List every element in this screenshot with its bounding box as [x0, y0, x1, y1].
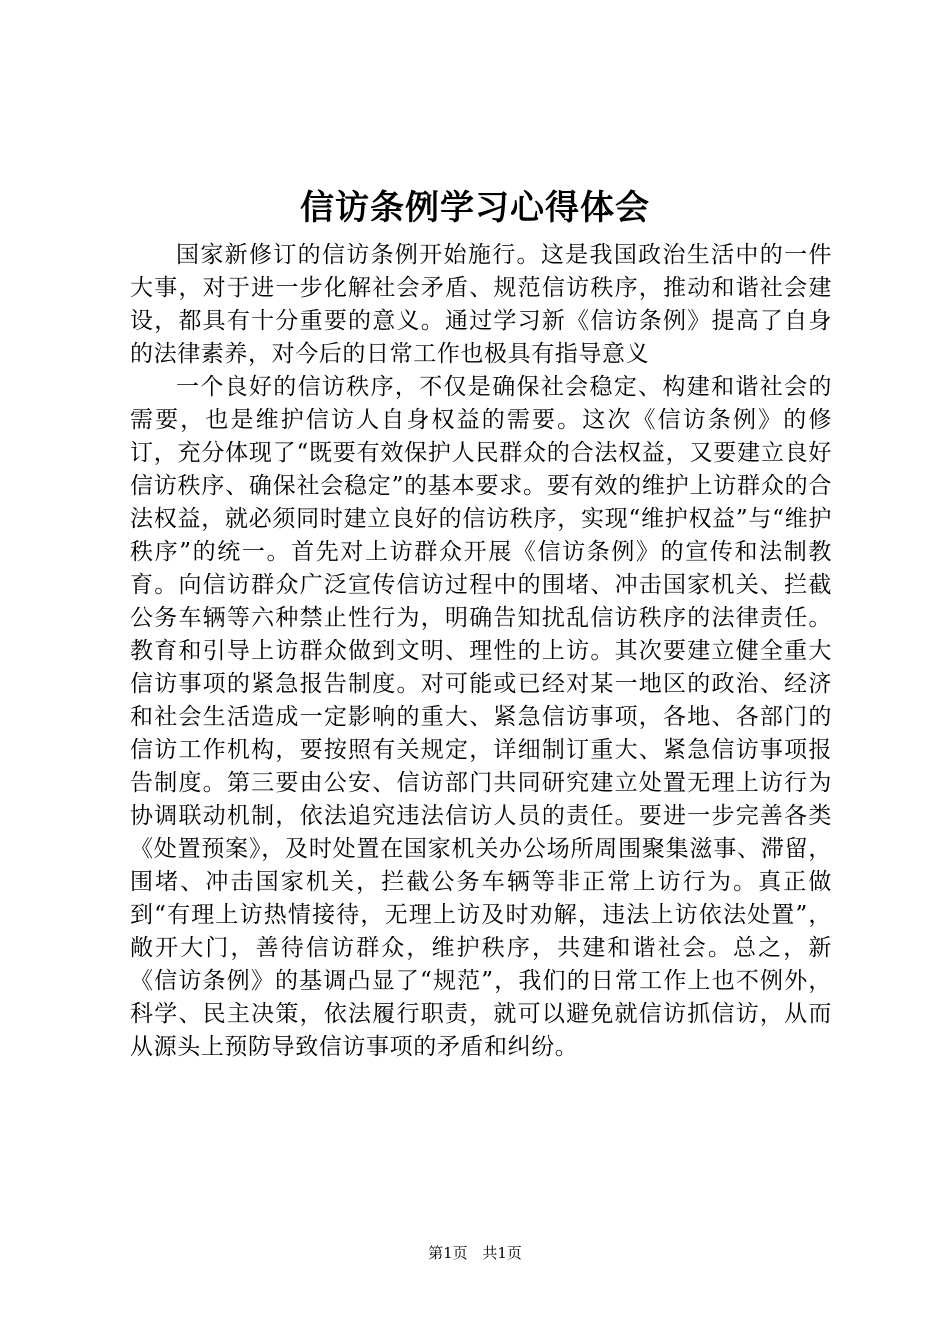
page-count: 共1页: [482, 1244, 522, 1262]
paragraph: 一个良好的信访秩序，不仅是确保社会稳定、构建和谐社会的需要，也是维护信访人自身权益的需要。这次《信访条例》的修订，充分体现了“既要有效保护人民群众的合法权益，又要建立良好信访秩序、确保社会稳定”的基本要求。要有效的维护上访群众的合法权益，就必须同时建立良好的信访秩序，实现“维护权益”与“维护秩序”的统一。首先对上访群众开展《信访条例》的宣传和法制教育。向信访群众广泛宣传信访过程中的围堵、冲击国家机关、拦截公务车辆等六种禁止性行为，明确告知扰乱信访秩序的法律责任。教育和引导上访群众做到文明、理性的上访。其次要建立健全重大信访事项的紧急报告制度。对可能或已经对某一地区的政治、经济和社会生活造成一定影响的重大、紧急信访事项，各地、各部门的信访工作机构，要按照有关规定，详细制订重大、紧急信访事项报告制度。第三要由公安、信访部门共同研究建立处置无理上访行为协调联动机制，依法追究违法信访人员的责任。要进一步完善各类《处置预案》，及时处置在国家机关办公场所周围聚集滋事、滞留，围堵、冲击国家机关，拦截公务车辆等非正常上访行为。真正做到“有理上访热情接待，无理上访及时劝解，违法上访依法处置”，敞开大门，善待信访群众，维护秩序，共建和谐社会。总之，新《信访条例》的基调凸显了“规范”，我们的日常工作上也不例外，科学、民主决策，依法履行职责，就可以避免就信访抓信访，从而从源头上预防导致信访事项的矛盾和纠纷。: [130, 374, 832, 1060]
page-number: 第1页: [428, 1244, 468, 1262]
page-footer: [0, 1243, 950, 1263]
document-body: [130, 239, 832, 1064]
document-title: 信访条例学习心得体会: [300, 188, 650, 228]
paragraph: 国家新修订的信访条例开始施行。这是我国政治生活中的一件大事，对于进一步化解社会矛盾、规范信访秩序，推动和谐社会建设，都具有十分重要的意义。通过学习新《信访条例》提高了自身的法律素养，对今后的日常工作也极具有指导意义: [130, 242, 832, 367]
